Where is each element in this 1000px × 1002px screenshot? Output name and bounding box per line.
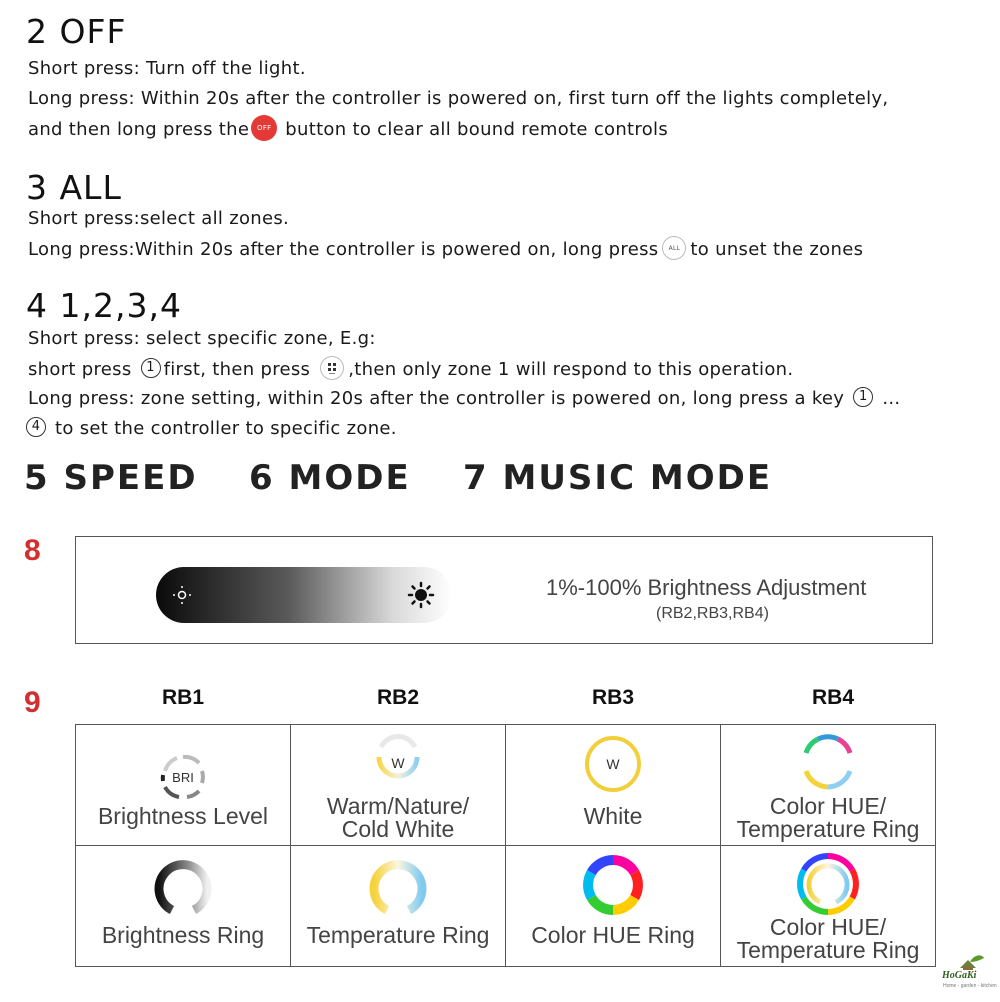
white-icon <box>582 733 644 795</box>
music-mode-heading: 7 MUSIC MODE <box>463 458 773 498</box>
cell-label: Temperature Ring <box>306 922 490 948</box>
section-title-zones: 4 1,2,3,4 <box>26 286 182 325</box>
zones-line3 <box>28 388 900 409</box>
svg-text:W: W <box>391 755 405 771</box>
section-number-8: 8 <box>24 534 41 567</box>
cell-label: Brightness Level <box>97 803 269 829</box>
zone-1-icon-2: 1 <box>853 387 873 407</box>
brightness-slider <box>156 567 452 623</box>
logo-tagline: Home - garden - kitchen <box>943 983 997 989</box>
off-long-press-text: Long press: Within 20s after the controller is powered on, first turn off the lights completely, <box>28 88 889 109</box>
temperature-ring-icon <box>367 856 429 918</box>
logo-name: HoGaKi <box>942 970 977 981</box>
zones-line3-pre: Long press: zone setting, within 20s after the controller is powered on, long press a key <box>28 388 845 409</box>
all-short-press-text: Short press:select all zones. <box>28 208 290 229</box>
speed-heading: 5 SPEED <box>24 458 198 498</box>
zones-line2-post: ,then only zone 1 will respond to this operation. <box>348 359 794 380</box>
cell-rb2-warm-nature-cold <box>291 725 506 846</box>
zones-line3-post: ... <box>882 388 901 409</box>
mode-heading: 6 MODE <box>249 458 411 498</box>
cell-label: White <box>583 803 643 829</box>
warm-nature-cold-icon <box>367 733 429 793</box>
sun-bright-icon <box>407 581 435 609</box>
mode-button-icon <box>320 356 344 380</box>
cell-label-line2: Temperature Ring <box>736 937 920 963</box>
brightness-subtitle: (RB2,RB3,RB4) <box>656 605 769 622</box>
svg-text:W: W <box>606 756 620 772</box>
brightness-adjustment-panel <box>75 536 933 644</box>
bri-level-icon <box>155 749 211 805</box>
off-long-pre: and then long press the <box>28 119 250 140</box>
off-long-press-line2 <box>28 117 668 143</box>
section-title-off: 2 OFF <box>26 12 127 51</box>
brightness-title: 1%-100% Brightness Adjustment <box>546 575 867 600</box>
cell-rb1-brightness-ring <box>76 846 291 967</box>
sun-dim-icon <box>170 583 194 607</box>
color-hue-temperature-ring-icon <box>796 852 860 916</box>
zones-line2-mid: first, then press <box>163 359 311 380</box>
cell-label-line1: Warm/Nature/ <box>326 793 470 819</box>
header-rb2: RB2 <box>376 686 419 709</box>
zones-line4-post: to set the controller to specific zone. <box>55 418 397 439</box>
section-title-all: 3 ALL <box>26 168 122 207</box>
brightness-ring-icon <box>152 856 214 918</box>
off-short-press-text: Short press: Turn off the light. <box>28 58 306 79</box>
header-rb1: RB1 <box>161 686 204 709</box>
grid-row-2 <box>76 846 936 967</box>
zones-line4 <box>26 418 397 439</box>
off-button-icon: OFF <box>251 115 277 141</box>
cell-label-line2: Cold White <box>341 816 455 842</box>
zones-line1: Short press: select specific zone, E.g: <box>28 328 376 349</box>
all-long-press-text <box>28 238 863 262</box>
cell-rb3-white <box>506 725 721 846</box>
zones-line2-pre: short press <box>28 359 132 380</box>
header-rb4: RB4 <box>811 686 854 709</box>
cell-label-line1: Color HUE/ <box>769 793 887 819</box>
remote-types-grid <box>75 724 936 967</box>
cell-label: Brightness Ring <box>101 922 265 948</box>
zones-line2 <box>28 358 793 382</box>
cell-rb3-color-hue-ring <box>506 846 721 967</box>
svg-text:BRI: BRI <box>172 770 194 785</box>
cell-label-line1: Color HUE/ <box>769 914 887 940</box>
grid-row-1 <box>76 725 936 846</box>
cell-rb4-color-hue-temperature-ring <box>721 846 936 967</box>
section-number-9: 9 <box>24 686 41 719</box>
all-long-pre: Long press:Within 20s after the controller is powered on, long press <box>28 239 659 260</box>
zone-4-icon: 4 <box>26 417 46 437</box>
all-long-post: to unset the zones <box>690 239 864 260</box>
zone-1-icon: 1 <box>141 358 161 378</box>
color-hue-temp-ring-icon <box>796 731 860 793</box>
cell-rb1-brightness-level <box>76 725 291 846</box>
color-hue-ring-icon <box>582 854 644 916</box>
all-button-icon: ALL <box>662 236 686 260</box>
cell-label-line2: Temperature Ring <box>736 816 920 842</box>
cell-label: Color HUE Ring <box>531 922 695 948</box>
header-rb3: RB3 <box>591 686 634 709</box>
cell-rb4-color-hue-temp <box>721 725 936 846</box>
off-long-post: button to clear all bound remote controls <box>285 119 668 140</box>
cell-rb2-temperature-ring <box>291 846 506 967</box>
